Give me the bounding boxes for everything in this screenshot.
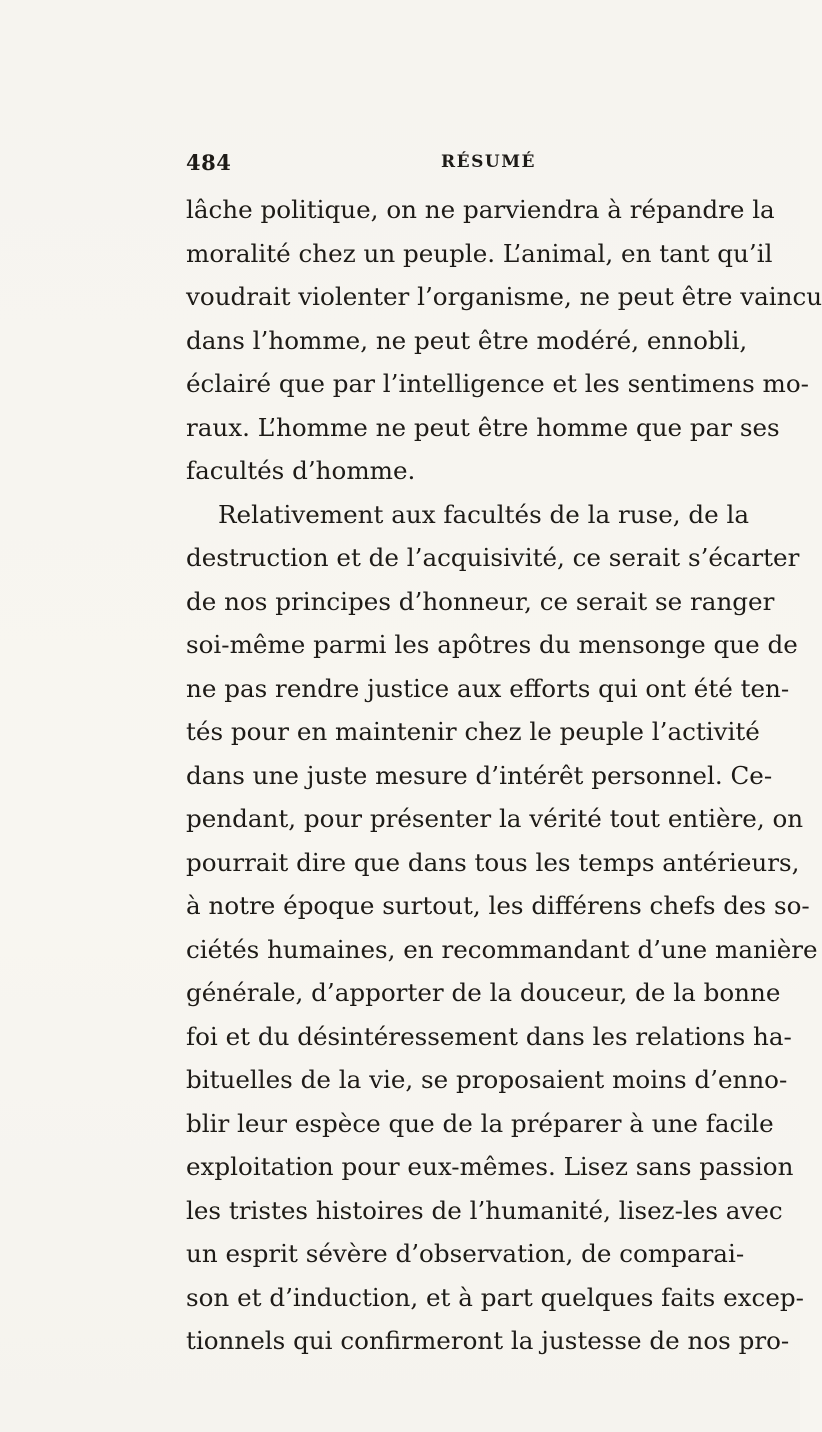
text-line: ciétés humaines, en recommandant d’une manière	[186, 934, 818, 964]
text-line: destruction et de l’acquisivité, ce serait s’écarter	[186, 543, 800, 572]
text-line: pendant, pour présenter la vérité tout entière, on	[186, 804, 804, 833]
text-line: facultés d’homme.	[186, 456, 416, 485]
text-line: son et d’induction, et à part quelques faits excep-	[186, 1282, 804, 1312]
running-head	[186, 150, 620, 180]
text-line: raux. L’homme ne peut être homme que par ses	[186, 412, 780, 442]
text-line: dans l’homme, ne peut être modéré, ennobli,	[186, 325, 748, 355]
text-line: générale, d’apporter de la douceur, de la bonne	[186, 978, 781, 1007]
text-line: tionnels qui confirmeront la justesse de nos pro-	[186, 1326, 790, 1355]
body-text	[186, 188, 822, 1363]
text-line: Relativement aux facultés de la ruse, de la	[218, 499, 750, 529]
text-line: moralité chez un peuple. L’animal, en tant qu’il	[186, 238, 773, 268]
text-line: de nos principes d’honneur, ce serait se ranger	[186, 586, 775, 616]
section-title: RÉSUMÉ	[441, 152, 536, 172]
text-line: foi et du désintéressement dans les relations ha-	[186, 1021, 792, 1051]
text-line: bituelles de la vie, se proposaient moins d’enno-	[186, 1065, 788, 1094]
text-line: blir leur espèce que de la préparer à une facile	[186, 1108, 774, 1138]
text-line: tés pour en maintenir chez le peuple l’activité	[186, 717, 760, 746]
text-line: pourrait dire que dans tous les temps antérieurs,	[186, 847, 800, 877]
text-line: lâche politique, on ne parviendra à répandre la	[186, 195, 775, 224]
text-line: voudrait violenter l’organisme, ne peut être vaincu	[186, 282, 822, 311]
text-line: exploitation pour eux-mêmes. Lisez sans passion	[186, 1152, 794, 1181]
text-line: un esprit sévère d’observation, de comparai-	[186, 1239, 745, 1268]
text-line: les tristes histoires de l’humanité, lisez-les avec	[186, 1195, 783, 1225]
text-line: dans une juste mesure d’intérêt personnel. Ce-	[186, 760, 773, 790]
page-number: 484	[186, 150, 232, 175]
text-line: ne pas rendre justice aux efforts qui ont été ten-	[186, 673, 790, 703]
text-line: à notre époque surtout, les différens chefs des so-	[186, 891, 810, 920]
text-line: soi-même parmi les apôtres du mensonge que de	[186, 630, 798, 659]
text-line: éclairé que par l’intelligence et les sentimens mo-	[186, 369, 809, 398]
